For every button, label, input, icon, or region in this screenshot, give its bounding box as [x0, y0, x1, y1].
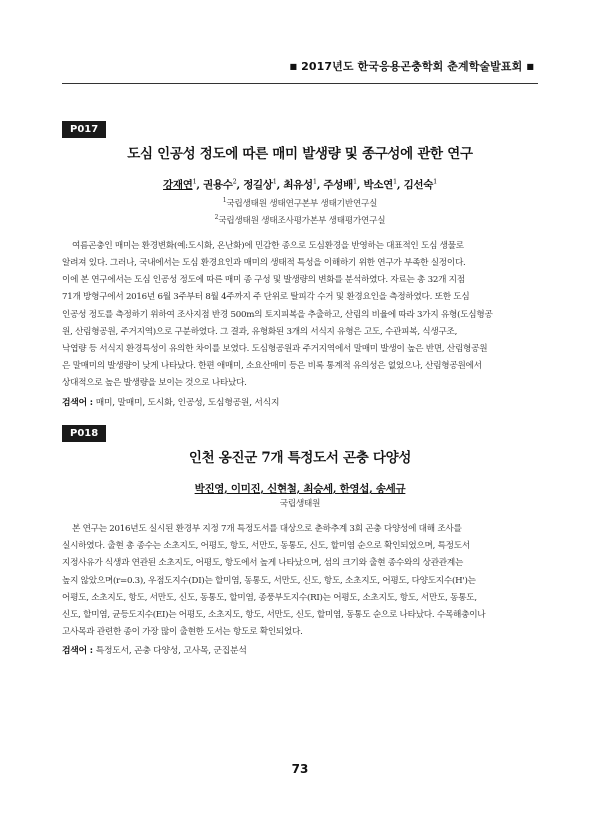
page-number: 73 [291, 762, 309, 776]
author-name: 최유성 [283, 179, 313, 191]
affiliation: 국립생태원 [279, 499, 321, 509]
paper-title: 도심 인공성 정도에 따른 매미 발생량 및 종구성에 관한 연구 [127, 146, 473, 162]
author-list: 강재연$^1$, 권용수$^2$, 정길상$^1$, 최유성$^1$, 주성배$^1$, 박소연$^1$, 김선숙$^1$ [163, 177, 437, 191]
abstract-p018 [62, 421, 538, 659]
abstract-line: 원, 산림형공원, 주거지역)으로 구분하였다. 그 결과, 유형화된 3개의 서식지 유형은 고도, 수관피복, 식생구조, [62, 326, 458, 337]
poster-number-badge: P018 [62, 425, 106, 442]
abstract-line: 낙엽량 등 서식지 환경특성이 유의한 차이를 보였다. 도심형공원과 주거지역에서 말매미 발생이 높은 반면, 산림형공원 [62, 343, 488, 354]
header-text: 2017년도 한국응용곤충학회 춘계학술발표회 [301, 60, 523, 73]
abstract-line: 본 연구는 2016년도 실시된 환경부 지정 7개 특정도서를 대상으로 춘하추계 3회 곤충 다양성에 대해 조사를 [72, 524, 462, 534]
bullet-square-icon: ■ [289, 62, 298, 71]
abstract-line: 인공성 정도를 측정하기 위하여 조사지점 반경 500m의 토지피복을 추출하고, 산림의 비율에 따라 3가지 유형(도심형공 [62, 309, 493, 320]
abstract-body [62, 521, 538, 641]
poster-number-badge: P017 [62, 121, 106, 138]
author-name: 박소연 [363, 179, 394, 191]
abstract-line: 높지 않았으며(r=0.3), 우점도지수(DI)는 할미염, 동통도, 서만도, 신도, 항도, 소초지도, 어평도, 다양도지수(H')는 [62, 575, 476, 586]
keywords-value: 매미, 말매미, 도시화, 인공성, 도심형공원, 서식지 [95, 397, 280, 408]
abstract-body [62, 238, 538, 393]
author-name: 주성배 [323, 179, 353, 191]
keywords: 검색어 : 매미, 말매미, 도시화, 인공성, 도심형공원, 서식지 [62, 397, 280, 408]
abstract-line: 상대적으로 높은 발생량을 보이는 것으로 나타났다. [62, 378, 247, 389]
bullet-square-icon: ■ [526, 62, 534, 71]
keywords-label: 검색어 [62, 646, 87, 657]
abstract-line: 실시하였다. 출현 총 종수는 소초지도, 어평도, 항도, 서만도, 동통도, 신도, 할미염 순으로 확인되었으며, 특정도서 [62, 541, 470, 552]
keywords: 검색어 : 특정도서, 곤충 다양성, 고사목, 군집분석 [62, 646, 247, 657]
paper-title: 인천 옹진군 7개 특정도서 곤충 다양성 [188, 450, 412, 466]
author-list: 박진영, 이미진, 신현철, 최승세, 한영섭, 송세규 [194, 483, 406, 495]
abstract-line: 고사목과 관련한 종이 가장 많이 출현한 도서는 항도로 확인되었다. [62, 627, 303, 638]
keywords-value: 특정도서, 곤충 다양성, 고사목, 군집분석 [95, 646, 247, 657]
header-rule [62, 83, 538, 84]
abstract-line: 여름곤충인 매미는 환경변화(예:도시화, 온난화)에 민감한 종으로 도심환경을 반영하는 대표적인 도심 생물로 [72, 240, 464, 251]
author-name: 정길상 [243, 179, 273, 191]
abstract-line: 지정사유가 식생과 연관된 소초지도, 어평도, 항도에서 높게 나타났으며, 섬의 크기와 출현 종수와의 상관관계는 [62, 558, 464, 569]
author-name: 김선숙 [403, 179, 434, 191]
affiliation-list [62, 194, 538, 228]
affiliation-line: $^1$국립생태원 생태연구본부 생태기반연구실 [222, 197, 378, 209]
abstract-line: 이에 본 연구에서는 도심 인공성 정도에 따른 매미 종 구성 및 발생량의 변화를 분석하였다. 자료는 총 32개 지점 [62, 275, 465, 286]
affiliation-line: $^2$국립생태원 생태조사평가본부 생태평가연구실 [214, 213, 386, 226]
author-name: 강재연 [163, 179, 193, 191]
abstract-line: 알려져 있다. 그러나, 국내에서는 도심 환경요인과 매미의 생태적 특성을 이해하기 위한 연구가 부족한 실정이다. [62, 257, 466, 268]
running-header [62, 58, 538, 74]
keywords-label: 검색어 [62, 397, 87, 408]
author-name: 권용수 [203, 179, 233, 191]
abstract-line: 어평도, 소초지도, 항도, 서만도, 신도, 동통도, 할미염, 종풍부도지수(RI)는 어평도, 소초지도, 항도, 서만도, 동통도, [62, 592, 477, 603]
abstract-line: 신도, 할미염, 균등도지수(EI)는 어평도, 소초지도, 항도, 서만도, 신도, 할미염, 동통도 순으로 나타났다. 수목해충이나 [62, 610, 486, 621]
abstract-line: 71개 방형구에서 2016년 6월 3주부터 8월 4주까지 주 단위로 탈피각 수거 및 환경요인을 측정하였다. 또한 도심 [62, 292, 470, 303]
abstract-p017 [62, 117, 538, 411]
abstract-line: 은 말매미의 발생량이 낮게 나타났다. 한편 애매미, 소요산매미 등은 비록 통계적 유의성은 없었으나, 산림형공원에서 [62, 361, 482, 372]
